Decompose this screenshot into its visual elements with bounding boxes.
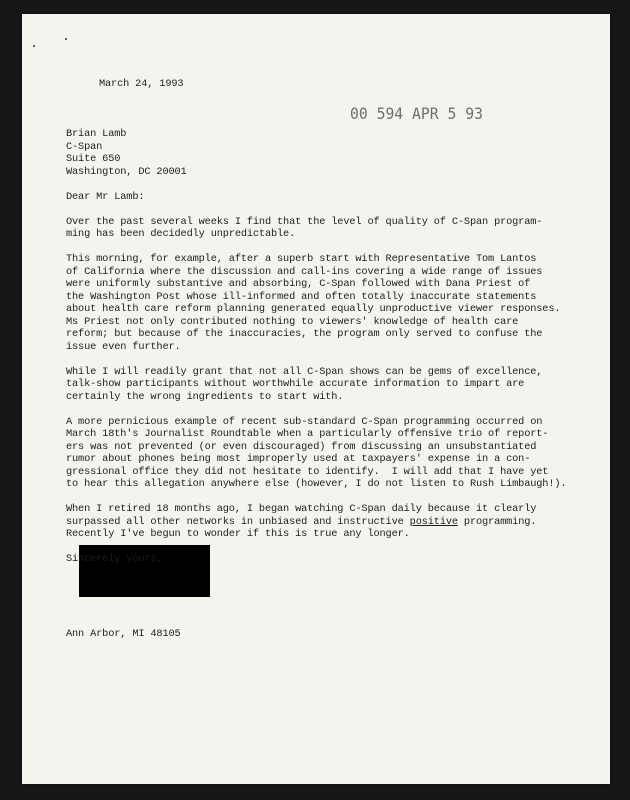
paragraph-4-line: ers was not prevented (or even discouraged) from discussing an unsubstantiated — [66, 440, 537, 453]
paragraph-3-line: While I will readily grant that not all C-Span shows can be gems of excellence, — [66, 365, 543, 378]
received-stamp: 00 594 APR 5 93 — [350, 104, 483, 123]
paragraph-4-line: A more pernicious example of recent sub-standard C-Span programming occurred on — [66, 415, 543, 428]
paragraph-5-line: Recently I've begun to wonder if this is true any longer. — [66, 528, 410, 540]
paragraph-4-line: March 18th's Journalist Roundtable when a particularly offensive trio of report- — [66, 428, 549, 440]
recipient-name: Brian Lamb — [66, 128, 127, 140]
paragraph-2-line: the Washington Post whose ill-informed and often totally inaccurate statements — [66, 290, 537, 303]
paragraph-1-line: ming has been decidedly unpredictable. — [66, 228, 296, 240]
paragraph-4-line: gressional office they did not hesitate to identify. I will add that I have yet — [66, 465, 549, 478]
recipient-city: Washington, DC 20001 — [66, 165, 187, 178]
paragraph-4-line: to hear this allegation anywhere else (however, I do not listen to Rush Limbaugh!). — [66, 478, 567, 490]
paragraph-5-text: surpassed all other networks in unbiased and instructive — [66, 515, 410, 528]
paragraph-2-line: reform; but because of the inaccuracies, the program only served to confuse the — [66, 328, 543, 340]
paragraph-5-text: programming. — [457, 515, 537, 528]
paragraph-2-line: issue even further. — [66, 340, 181, 353]
paragraph-2-line: This morning, for example, after a superb start with Representative Tom Lantos — [66, 253, 537, 265]
paragraph-1-line: Over the past several weeks I find that the level of quality of C-Span program- — [66, 215, 543, 228]
underlined-word: positive — [409, 515, 458, 528]
letter-body — [66, 78, 566, 641]
paragraph-2-line: of California where the discussion and call-ins covering a wide range of issues — [66, 265, 543, 278]
speck-mark — [65, 38, 67, 40]
salutation: Dear Mr Lamb: — [66, 190, 145, 203]
paragraph-2-line: about health care reform planning generated equally unproductive viewer responses. — [66, 303, 561, 315]
paragraph-2-line: were uniformly substantive and absorbing, C-Span followed with Dana Priest of — [66, 278, 531, 290]
speck-mark — [33, 45, 35, 47]
recipient-organization: C-Span — [66, 140, 103, 153]
closing: Sincerely yours, — [66, 553, 163, 565]
paragraph-5-line — [66, 516, 566, 529]
sender-city: Ann Arbor, MI 48105 — [66, 628, 181, 640]
paragraph-3-line: certainly the wrong ingredients to start with. — [66, 390, 344, 403]
paragraph-5-line: When I retired 18 months ago, I began watching C-Span daily because it clearly — [66, 503, 537, 515]
paragraph-3-line: talk-show participants without worthwhile accurate information to impart are — [66, 378, 525, 390]
paragraph-4-line: rumor about phones being most improperly used at taxpayers' expense in a con- — [66, 453, 531, 465]
paragraph-2-line: Ms Priest not only contributed nothing to viewers' knowledge of health care — [66, 315, 519, 328]
letter-date: March 24, 1993 — [99, 78, 184, 90]
recipient-suite: Suite 650 — [66, 153, 121, 165]
